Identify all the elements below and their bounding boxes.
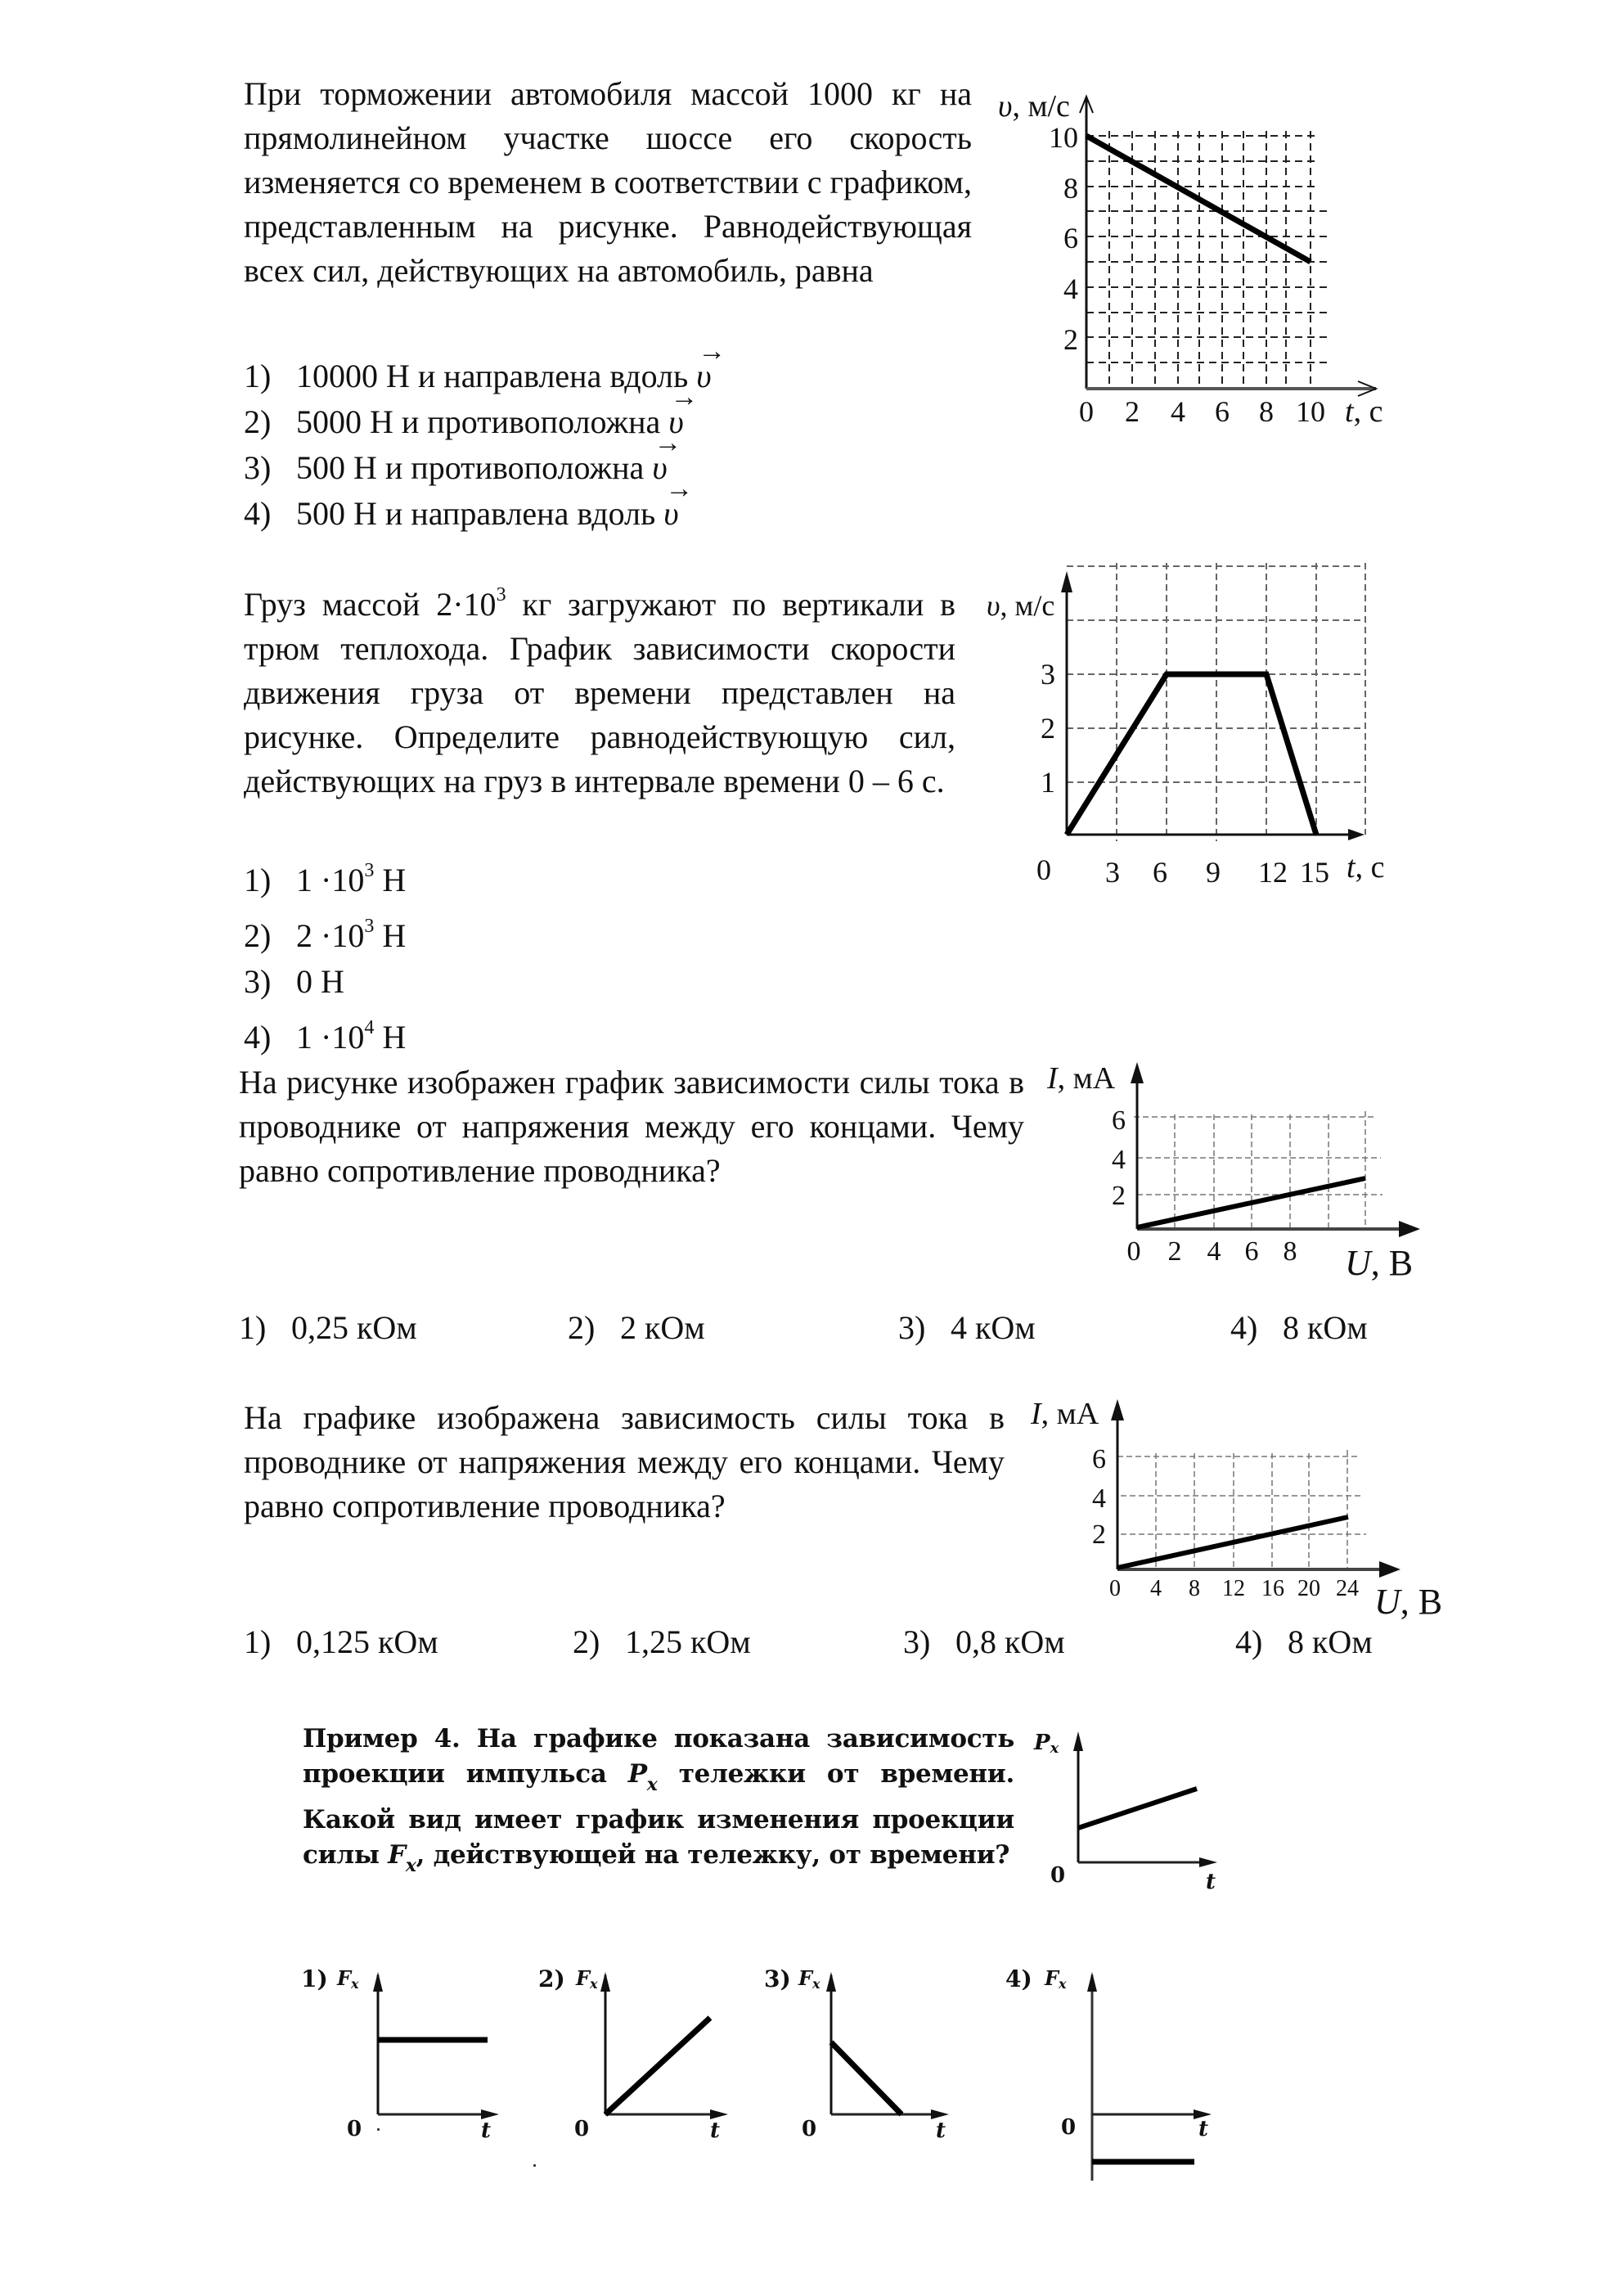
t-axis-label: t [1198,2117,1209,2141]
x-axis-label: t, с [1345,394,1383,429]
t-axis-label: t [710,2118,721,2143]
problem-4-option-2[interactable]: 2) 1,25 кОм [573,1622,751,1663]
problem-2-option-2[interactable]: 2) $2 \cdot 10^3$ Н [244,903,406,959]
chart-velocity-braking [998,74,1489,434]
velocity-vector-symbol: → υ [668,399,683,445]
problem-2-option-4[interactable]: 4) $1 \cdot 10^4$ Н [244,1005,406,1060]
scan-speck [377,2128,380,2131]
problem-4-option-1[interactable]: 1) 0,125 кОм [244,1622,438,1663]
svg-text:10: 10 [1049,121,1078,154]
velocity-vector-symbol: → υ [652,445,667,491]
option-number: 3) [244,963,272,1000]
problem-3-options [239,1308,1466,1348]
problem-3-option-4[interactable]: 4) 8 кОм [1230,1308,1368,1348]
option-text: 500 Н и направлена вдоль [296,495,656,532]
svg-text:16: 16 [1261,1576,1284,1601]
svg-text:4: 4 [1207,1236,1221,1267]
svg-text:2: 2 [1125,395,1140,428]
option-text: 10000 Н и направлена вдоль [296,358,689,394]
svg-text:3: 3 [1105,856,1120,889]
problem-4-option-3[interactable]: 3) 0,8 кОм [903,1622,1065,1663]
option-number: 1) [301,1965,328,1992]
x-axis-label: t, с [1347,850,1385,885]
svg-text:0: 0 [1079,395,1094,428]
exponent: 3 [496,584,506,606]
origin-label: 0 [347,2117,362,2141]
problem-5-option-4[interactable] [994,1956,1239,2201]
origin-label: 0 [574,2117,590,2141]
option-number: 4) [1235,1623,1263,1660]
option-number: 1) [239,1309,267,1346]
svg-text:2: 2 [1092,1519,1106,1550]
grid-lines [1134,1111,1382,1229]
grid-lines [1067,563,1366,841]
option-number: 4) [244,495,272,532]
x-axis-arrow-icon [1199,1857,1217,1867]
problem-2-option-1[interactable]: 1) $1 \cdot 10^3$ Н [244,848,406,903]
svg-text:12: 12 [1222,1576,1245,1601]
problem-3-text: На рисунке изображен график зависимости силы тока в проводнике от напряжения между его концами. Чему равно сопротивление проводника? [239,1064,1024,1189]
svg-text:6: 6 [1244,1236,1259,1267]
svg-text:10: 10 [1296,395,1325,428]
y-axis-label: υ, м/с [998,89,1070,124]
problem-5-option-3[interactable] [761,1956,1006,2144]
problem-2-options [244,848,406,1060]
svg-text:15: 15 [1300,856,1329,889]
chart-current-voltage-2 [1031,1391,1456,1636]
y-axis-arrow-icon [1061,571,1072,592]
svg-text:6: 6 [1153,856,1167,889]
option-number: 4) [1230,1309,1258,1346]
option-number: 2) [573,1623,600,1660]
option-number: 4) [1005,1965,1032,1992]
problem-1-option-4[interactable] [244,491,712,537]
problem-2-text: Груз массой $2\cdot 10^3$ кг загружают по вертикали в трюм теплохода. График зависимости скорости движения груза от времени представлен на рисунке. Определите равнодействующую сил, действующих на груз в интервале времени 0 – 6 с. [244,584,956,799]
svg-text:6: 6 [1092,1444,1106,1474]
data-line [831,2042,901,2114]
y-tick-labels [1112,1105,1126,1211]
problem-1-options [244,353,712,537]
y-axis-label: I, мА [1031,1397,1099,1431]
svg-text:4: 4 [1063,272,1078,305]
origin-label: 0 [802,2117,817,2141]
svg-text:6: 6 [1112,1105,1126,1136]
chart-momentum-time [1031,1718,1243,1915]
svg-text:4: 4 [1150,1576,1162,1601]
problem-5-option-2[interactable] [532,1956,777,2144]
problem-3-option-2[interactable]: 2) 2 кОм [568,1308,705,1348]
x-axis-label: U, В [1374,1582,1443,1622]
x-tick-labels [1036,853,1329,889]
svg-text:2: 2 [1167,1236,1182,1267]
t-axis-label: t [481,2118,492,2143]
option-text: 500 Н и противоположна [296,449,645,486]
svg-text:2: 2 [1063,323,1078,356]
x-axis-label: t [1206,1870,1216,1894]
problem-5-option-1[interactable] [294,1956,540,2144]
data-line [1137,1178,1365,1227]
svg-text:20: 20 [1297,1576,1320,1601]
y-tick-labels [1049,121,1078,356]
data-line [1067,674,1316,835]
velocity-vector-symbol: → υ [696,353,711,399]
svg-text:6: 6 [1063,222,1078,254]
option-number: 1) [244,862,272,898]
svg-text:3: 3 [1041,658,1055,691]
svg-text:8: 8 [1259,395,1274,428]
problem-3-option-1[interactable]: 1) 0,25 кОм [239,1308,417,1348]
x-axis-label: U, В [1345,1243,1414,1283]
svg-text:8: 8 [1283,1236,1297,1267]
grid-lines [1117,1450,1366,1569]
svg-text:8: 8 [1063,172,1078,205]
y-axis-arrow-icon [826,1972,836,1992]
svg-text:0: 0 [1126,1236,1141,1267]
option-number: 2) [568,1309,596,1346]
data-line [605,2018,710,2114]
velocity-vector-symbol: → υ [663,491,678,537]
svg-text:1: 1 [1041,766,1055,799]
axis-label: Fx [1045,1966,1067,1992]
x-axis-arrow-icon [1348,829,1364,840]
svg-text:24: 24 [1336,1576,1359,1601]
grid-lines [1086,131,1327,389]
x-tick-labels [1109,1576,1359,1601]
problem-1-text: При торможении автомобиля массой 1000 кг на прямолинейном участке шоссе его скорость изменяется со временем в соответствии с графиком, представленным на рисунке. Равнодействующая всех сил, действующих на автомобиль, равна [244,75,972,289]
y-axis-label: υ, м/с [987,589,1055,622]
svg-text:2: 2 [1112,1181,1126,1211]
svg-text:0: 0 [1109,1576,1121,1601]
problem-4-text: На графике изображена зависимость силы тока в проводнике от напряжения между его концами. Чему равно сопротивление проводника? [244,1399,1005,1524]
t-axis-label: t [936,2118,946,2143]
option-text: 5000 Н и противоположна [296,403,661,440]
x-axis-arrow-icon [1379,1561,1400,1578]
axis-label: Fx [576,1966,598,1992]
svg-text:4: 4 [1092,1483,1106,1514]
y-axis-label: Px [1034,1731,1059,1757]
y-axis-arrow-icon [1131,1062,1144,1083]
option-number: 3) [898,1309,926,1346]
option-number: 4) [244,1019,272,1056]
svg-text:0: 0 [1036,853,1051,886]
chart-current-voltage-1 [1031,1056,1456,1301]
x-tick-labels [1127,1236,1297,1267]
example-heading: Пример 4. [303,1724,461,1754]
option-number: 2) [244,917,272,954]
y-tick-labels [1092,1444,1106,1550]
axis-label: Fx [337,1966,359,1992]
option-number: 3) [764,1965,791,1992]
y-axis-arrow-icon [600,1972,610,1992]
axis-label: Fx [798,1966,820,1992]
svg-text:2: 2 [1041,712,1055,745]
problem-1-option-2[interactable] [244,399,712,445]
data-line [1117,1517,1348,1568]
option-number: 3) [244,449,272,486]
chart-velocity-cargo [982,556,1522,908]
y-axis-arrow-icon [1073,1731,1083,1751]
y-axis-arrow-icon [373,1972,383,1992]
option-number: 2) [538,1965,565,1992]
x-axis-arrow-icon [1399,1221,1420,1237]
svg-text:4: 4 [1171,395,1185,428]
option-number: 1) [244,358,272,394]
problem-3-option-3[interactable]: 3) 4 кОм [898,1308,1036,1348]
option-number: 3) [903,1623,931,1660]
problem-1-option-1[interactable] [244,353,712,399]
option-number: 2) [244,403,272,440]
svg-text:4: 4 [1112,1145,1126,1175]
problem-5-text: Пример 4. На графике показана зависимость проекции импульса $P_x$ тележки от времени. Какой вид имеет график изменения проекции силы $F_x$, действующей на тележку, от времени? [303,1724,1014,1876]
svg-text:12: 12 [1258,856,1288,889]
x-tick-labels [1079,395,1325,428]
y-axis-label: I, мА [1047,1061,1116,1096]
problem-2-option-3[interactable]: 3) 0 Н [244,959,406,1005]
data-line [1078,1789,1197,1828]
origin-label: 0 [1061,2115,1077,2140]
problem-4-option-4[interactable]: 4) 8 кОм [1235,1622,1373,1663]
svg-text:8: 8 [1189,1576,1200,1601]
option-number: 1) [244,1623,272,1660]
y-tick-labels [1041,658,1055,799]
svg-text:6: 6 [1215,395,1230,428]
svg-text:9: 9 [1206,856,1221,889]
problem-1-option-3[interactable] [244,445,712,491]
origin-label: 0 [1050,1863,1066,1888]
scan-speck [533,2164,536,2167]
y-axis-arrow-icon [1087,1972,1097,1992]
y-axis-arrow-icon [1111,1399,1124,1420]
